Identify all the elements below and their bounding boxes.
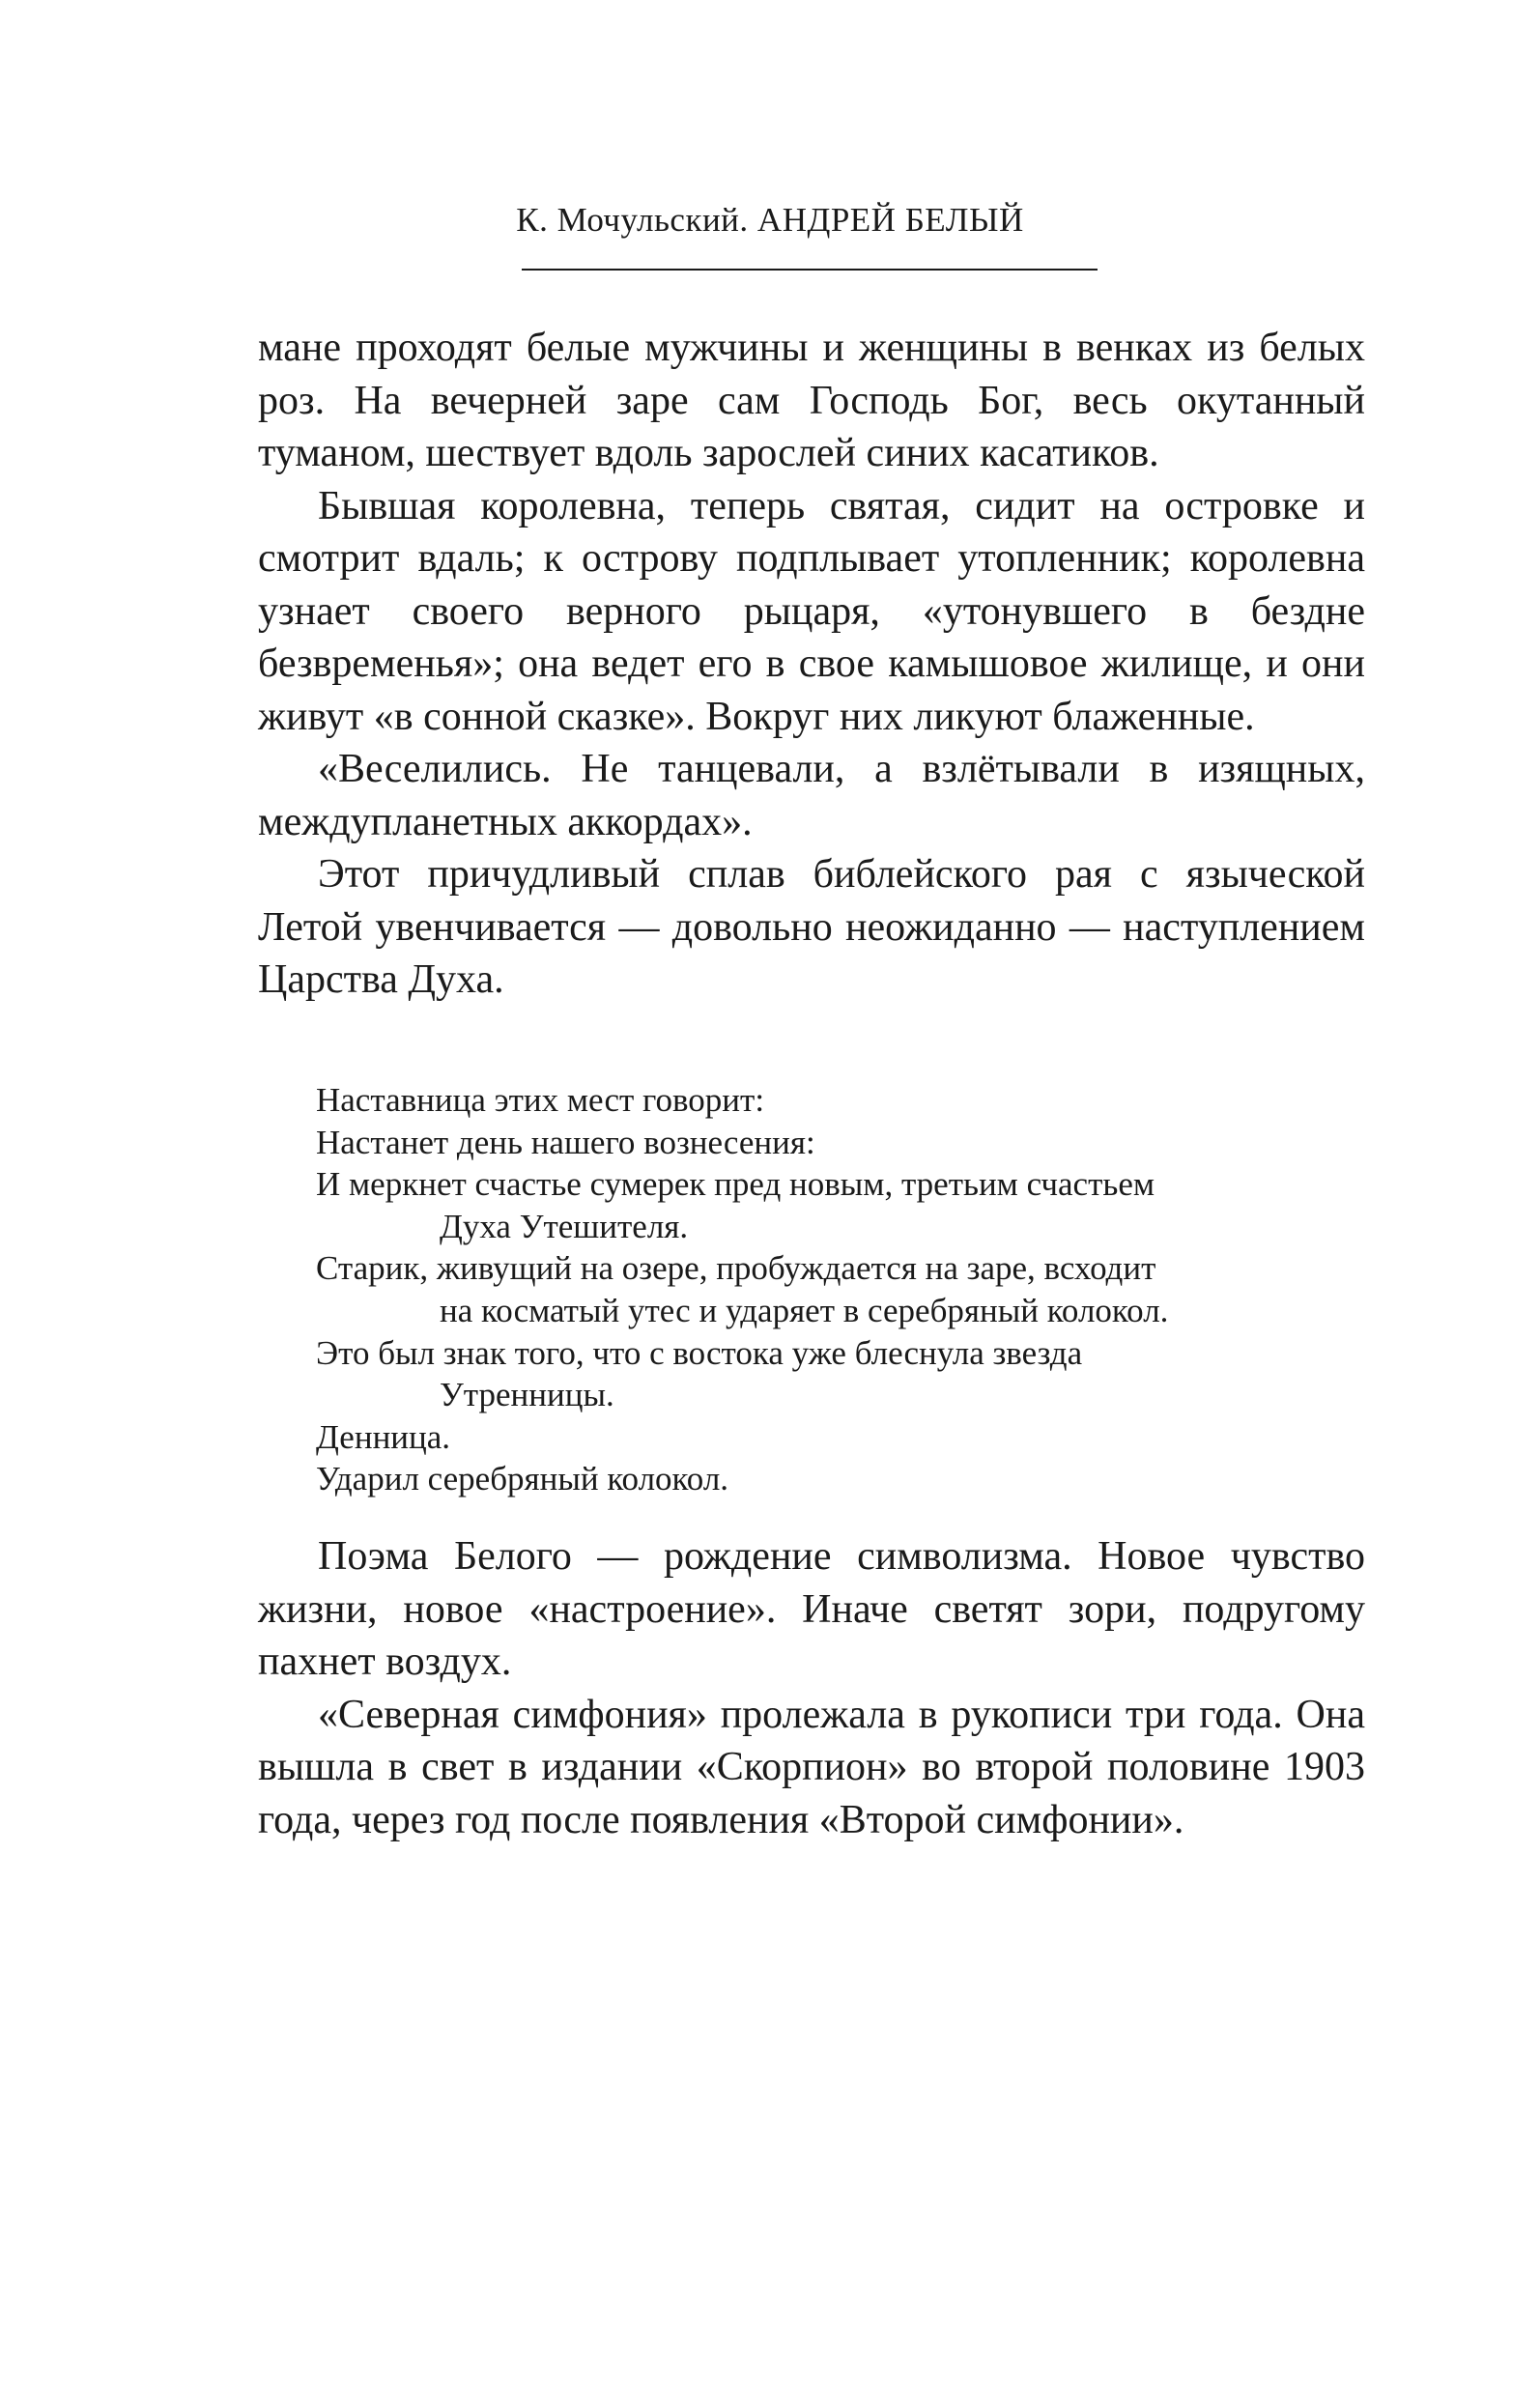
paragraph-6: «Северная симфония» пролежала в рукописи три года. Она вышла в свет в издании «Скорпион» во второй половине 1903 года, через год после появления «Второй симфонии». <box>258 1692 1365 1842</box>
poem-quote <box>316 1079 1359 1500</box>
paragraph-5: Поэма Белого — рождение символизма. Новое чувство жизни, новое «настроение». Иначе светят зори, подругому пахнет воздух. <box>258 1534 1365 1684</box>
header-rule <box>522 269 1098 271</box>
poem-line-continuation: на косматый утес и ударяет в серебряный колокол. <box>440 1291 1169 1329</box>
poem-line: Настанет день нашего вознесения: <box>316 1123 815 1161</box>
poem-line: Ударил серебряный колокол. <box>316 1460 729 1498</box>
poem-line: Наставница этих мест говорит: <box>316 1081 765 1119</box>
poem-line: И меркнет счастье сумерек пред новым, третьим счастьем <box>316 1165 1155 1204</box>
running-head: К. Мочульский. АНДРЕЙ БЕЛЫЙ <box>516 201 1024 239</box>
poem-line: Денница. <box>316 1417 451 1456</box>
main-text-bottom <box>258 1530 1365 1846</box>
paragraph-3: «Веселились. Не танцевали, а взлётывали в изящных, междупланетных аккордах». <box>258 747 1365 844</box>
poem-line-continuation: Утренницы. <box>440 1376 614 1414</box>
poem-line: Это был знак того, что с востока уже блеснула звезда <box>316 1333 1083 1372</box>
paragraph-4: Этот причудливый сплав библейского рая с языческой Летой увенчивается — довольно неожиданно — наступлением Царства Духа. <box>258 852 1365 1002</box>
paragraph-1: мане проходят белые мужчины и женщины в венках из белых роз. На вечерней заре сам Господь Бог, весь окутанный туманом, шествует вдоль зарослей синих касатиков. <box>258 326 1365 475</box>
main-text-top <box>258 322 1365 1007</box>
poem-line-continuation: Духа Утешителя. <box>440 1207 689 1245</box>
poem-line: Старик, живущий на озере, пробуждается на заре, всходит <box>316 1249 1156 1288</box>
paragraph-2: Бывшая королевна, теперь святая, сидит на островке и смотрит вдаль; к острову подплывает утопленник; королевна узнает своего верного рыцаря, «утонувшего в бездне безвременья»; она ведет его в свое камышовое жилище, и они живут «в сонной сказке». Вокруг них ликуют блаженные. <box>258 483 1365 739</box>
